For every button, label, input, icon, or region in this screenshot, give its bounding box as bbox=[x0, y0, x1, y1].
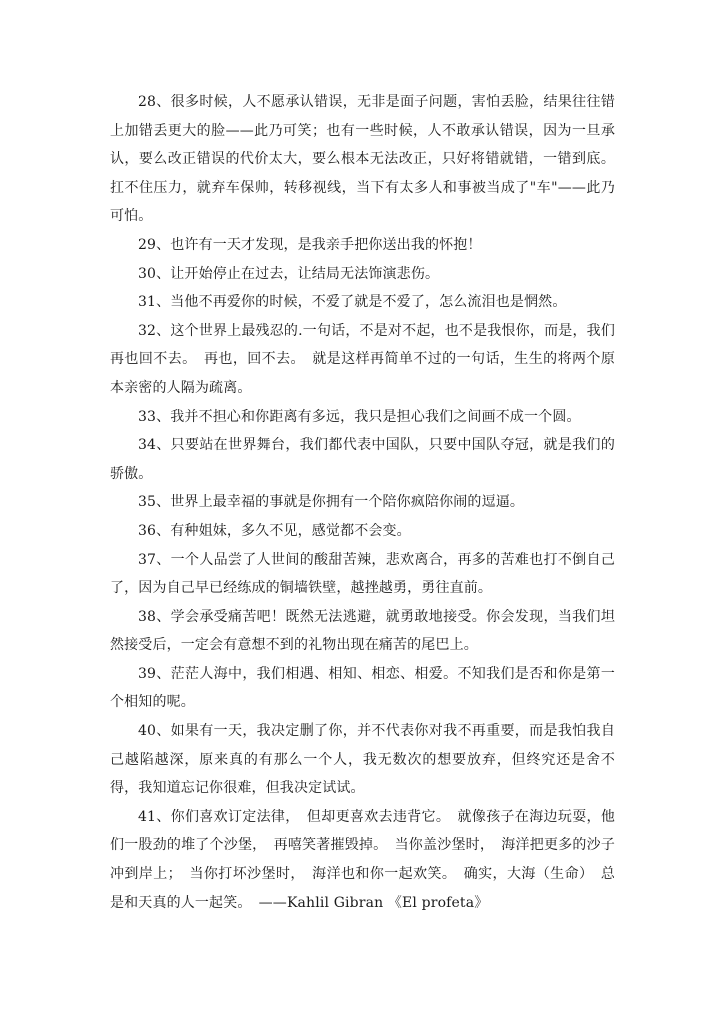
paragraph-32: 32、这个世界上最残忍的.一句话，不是对不起，也不是我恨你，而是，我们再也回不去。 再也，回不去。 就是这样再简单不过的一句话，生生的将两个原本亲密的人隔为疏离。 bbox=[110, 322, 615, 396]
paragraph-39: 39、茫茫人海中，我们相遇、相知、相恋、相爱。不知我们是否和你是第一个相知的呢。 bbox=[110, 665, 615, 711]
paragraph-41: 41、你们喜欢订定法律， 但却更喜欢去违背它。 就像孩子在海边玩耍，他们一股劲的堆了个沙堡， 再嘻笑著摧毁掉。 当你盖沙堡时， 海洋把更多的沙子冲到岸上； 当你打坏沙堡时， 海洋也和你一起欢笑。 确实，大海（生命） 总是和天真的人一起笑。 ——Kahlil Gibran 《El profeta》 bbox=[110, 808, 615, 911]
paragraph-34: 34、只要站在世界舞台，我们都代表中国队，只要中国队夺冠，就是我们的骄傲。 bbox=[110, 437, 615, 482]
paragraph-29: 29、也许有一天才发现，是我亲手把你送出我的怀抱！ bbox=[138, 236, 482, 253]
paragraph-38: 38、学会承受痛苦吧！既然无法逃避，就勇敢地接受。你会发现，当我们坦然接受后，一定会有意想不到的礼物出现在痛苦的尾巴上。 bbox=[110, 608, 615, 654]
paragraph-31: 31、当他不再爱你的时候，不爱了就是不爱了，怎么流泪也是惘然。 bbox=[138, 294, 567, 311]
paragraph-37: 37、一个人品尝了人世间的酸甜苦辣，悲欢离合，再多的苦难也打不倒自己了，因为自己早已经练成的铜墙铁壁，越挫越勇，勇往直前。 bbox=[110, 551, 615, 597]
paragraph-30: 30、让开始停止在过去，让结局无法饰演悲伤。 bbox=[138, 265, 440, 282]
paragraph-35: 35、世界上最幸福的事就是你拥有一个陪你疯陪你闹的逗逼。 bbox=[138, 494, 525, 511]
paragraph-40: 40、如果有一天，我决定删了你，并不代表你对我不再重要，而是我怕我自己越陷越深，原来真的有那么一个人，我无数次的想要放弃，但终究还是舍不得，我知道忘记你很难，但我决定试试。 bbox=[110, 723, 615, 797]
paragraph-33: 33、我并不担心和你距离有多远，我只是担心我们之间画不成一个圆。 bbox=[138, 408, 581, 425]
document-body bbox=[110, 88, 615, 917]
paragraph-28: 28、很多时候，人不愿承认错误，无非是面子问题，害怕丢脸，结果往往错上加错丢更大的脸——此乃可笑；也有一些时候，人不敢承认错误，因为一旦承认，要么改正错误的代价太大，要么根本无法改正，只好将错就错，一错到底。扛不住压力，就弃车保帅，转移视线，当下有太多人和事被当成了"车"——此乃可怕。 bbox=[110, 94, 615, 225]
paragraph-36: 36、有种姐妹，多久不见，感觉都不会变。 bbox=[138, 522, 411, 539]
